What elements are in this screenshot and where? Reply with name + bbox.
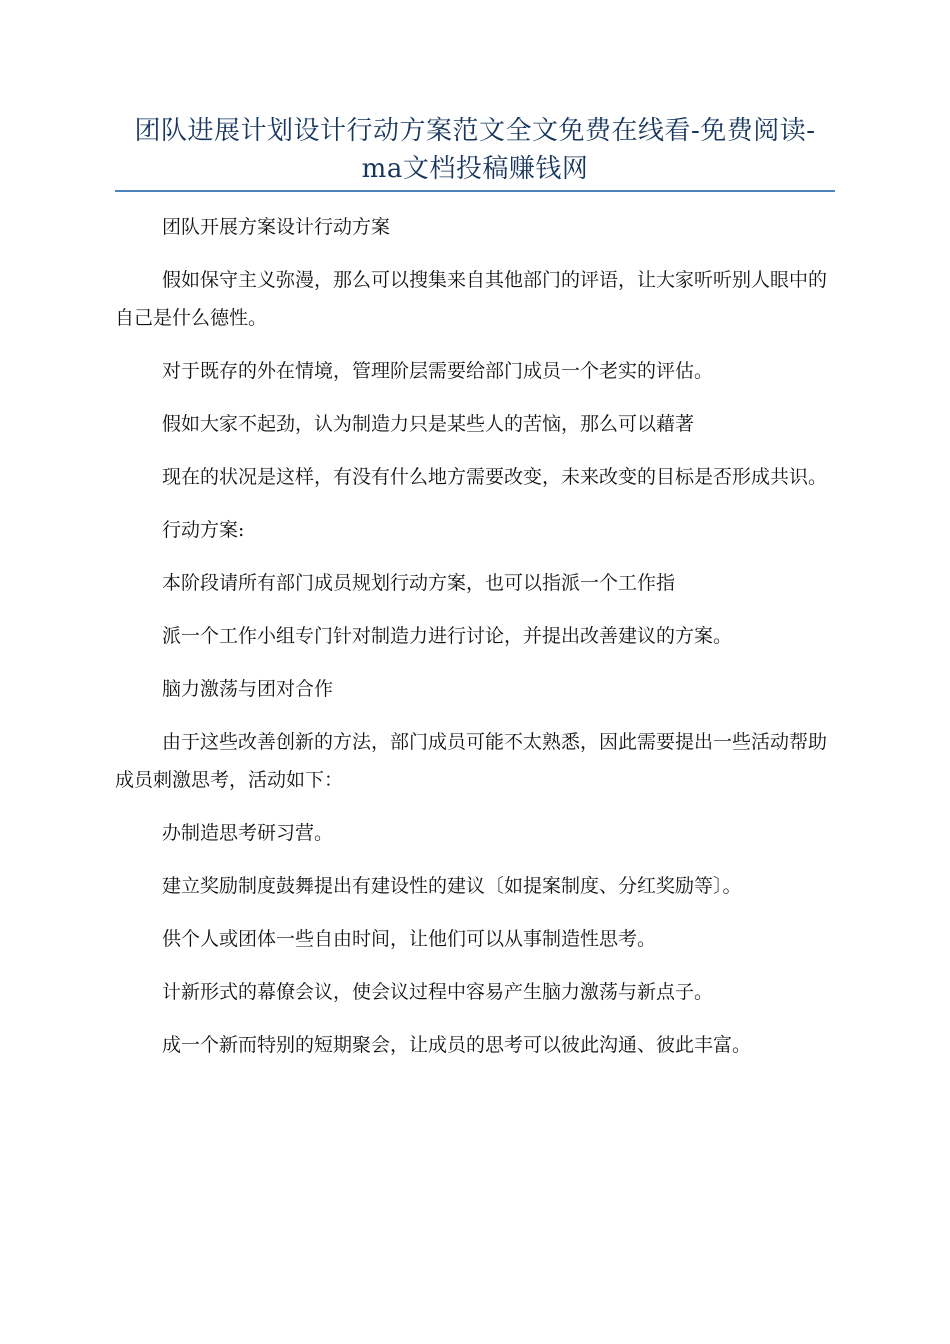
paragraph: 对于既存的外在情境，管理阶层需要给部门成员一个老实的评估。 (162, 360, 714, 382)
paragraph: 办制造思考研习营。 (162, 822, 334, 844)
paragraph: 由于这些改善创新的方法，部门成员可能不太熟悉，因此需要提出一些活动帮助成员刺激思考，活动如下： (115, 731, 828, 791)
document-title: 团队进展计划设计行动方案范文全文免费在线看-免费阅读-ma文档投稿赚钱网 (134, 116, 816, 184)
paragraph: 建立奖励制度鼓舞提出有建设性的建议〔如提案制度、分红奖励等〕。 (162, 875, 742, 897)
paragraph: 团队开展方案设计行动方案 (162, 216, 391, 238)
paragraph: 本阶段请所有部门成员规划行动方案，也可以指派一个工作指 (162, 572, 676, 594)
paragraph: 现在的状况是这样，有没有什么地方需要改变，未来改变的目标是否形成共识。 (162, 466, 828, 488)
paragraph: 计新形式的幕僚会议，使会议过程中容易产生脑力激荡与新点子。 (162, 981, 714, 1003)
paragraph: 供个人或团体一些自由时间，让他们可以从事制造性思考。 (162, 928, 657, 950)
title-block (115, 112, 835, 192)
paragraph: 成一个新而特别的短期聚会，让成员的思考可以彼此沟通、彼此丰富。 (162, 1034, 752, 1056)
paragraph: 脑力激荡与团对合作 (162, 678, 334, 700)
paragraph: 派一个工作小组专门针对制造力进行讨论，并提出改善建议的方案。 (162, 625, 733, 647)
paragraph: 假如大家不起劲，认为制造力只是某些人的苦恼，那么可以藉著 (162, 413, 695, 435)
document-body (115, 208, 835, 1079)
paragraph: 假如保守主义弥漫，那么可以搜集来自其他部门的评语，让大家听听别人眼中的自己是什么德性。 (115, 269, 828, 329)
paragraph: 行动方案: (162, 519, 245, 541)
